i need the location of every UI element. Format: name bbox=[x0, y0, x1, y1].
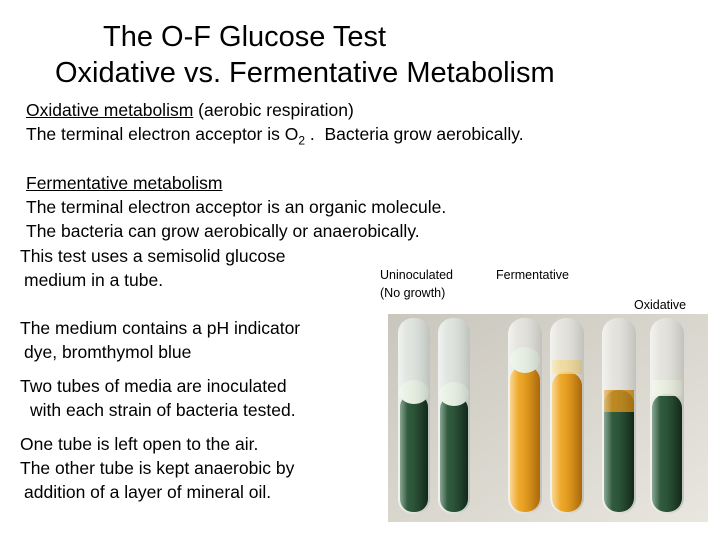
inoculation-line-1: Two tubes of media are inoculated bbox=[20, 376, 287, 396]
fermentative-line-1: The terminal electron acceptor is an organic molecule. bbox=[26, 197, 447, 217]
oxygen-subscript: 2 bbox=[298, 133, 306, 148]
title-line-1: The O-F Glucose Test bbox=[103, 21, 387, 53]
oxidative-line-pre: The terminal electron acceptor is O bbox=[26, 124, 299, 144]
tubes-photo bbox=[388, 314, 708, 522]
tube-uninoculated-oil bbox=[438, 318, 470, 514]
oxidative-line-post: . Bacteria grow aerobically. bbox=[305, 124, 524, 144]
test-line-2: medium in a tube. bbox=[24, 270, 164, 290]
inoculation-line-2: with each strain of bacteria tested. bbox=[30, 400, 296, 420]
tube-uninoculated-open bbox=[398, 318, 430, 514]
fermentative-heading: Fermentative metabolism bbox=[26, 173, 223, 193]
tube-fermentative-oil bbox=[550, 318, 584, 514]
oxidative-heading-row bbox=[26, 100, 354, 121]
title-line-2: Oxidative vs. Fermentative Metabolism bbox=[55, 57, 555, 89]
tube-fermentative-open bbox=[508, 318, 542, 514]
oxidative-line bbox=[26, 124, 524, 152]
indicator-line-2: dye, bromthymol blue bbox=[24, 342, 192, 362]
label-fermentative: Fermentative bbox=[496, 268, 569, 282]
oxidative-heading-note: (aerobic respiration) bbox=[193, 100, 354, 120]
label-no-growth: (No growth) bbox=[380, 286, 446, 300]
fermentative-line-2: The bacteria can grow aerobically or anaerobically. bbox=[26, 221, 420, 241]
open-tube-line-3: addition of a layer of mineral oil. bbox=[24, 482, 272, 502]
tube-oxidative-oil bbox=[650, 318, 684, 514]
label-uninoculated: Uninoculated bbox=[380, 268, 453, 282]
open-tube-line-2: The other tube is kept anaerobic by bbox=[20, 458, 295, 478]
indicator-line-1: The medium contains a pH indicator bbox=[20, 318, 301, 338]
label-oxidative: Oxidative bbox=[634, 298, 687, 312]
oxidative-heading: Oxidative metabolism bbox=[26, 100, 194, 120]
test-line-1: This test uses a semisolid glucose bbox=[20, 246, 286, 266]
open-tube-line-1: One tube is left open to the air. bbox=[20, 434, 259, 454]
tube-oxidative-open bbox=[602, 318, 636, 514]
